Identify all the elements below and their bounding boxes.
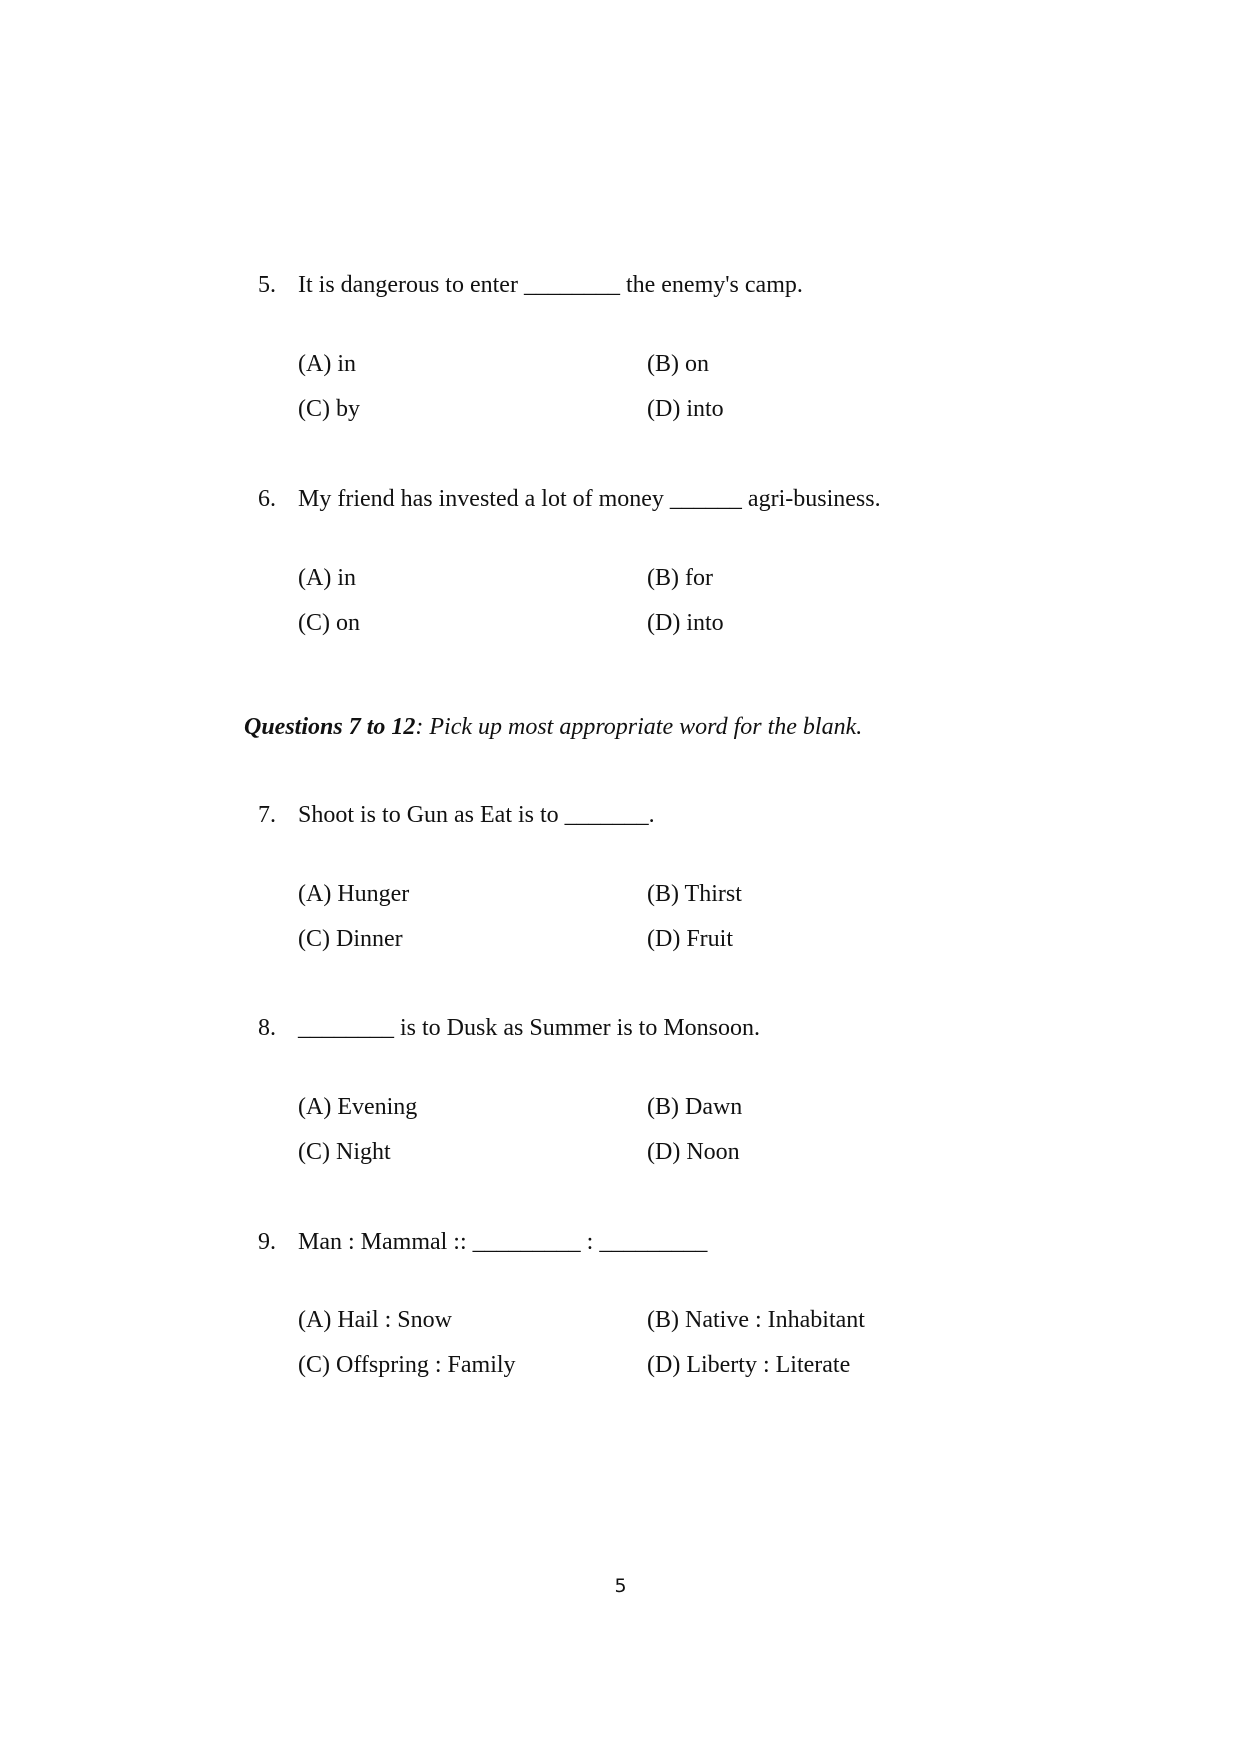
option-b: (B) Dawn	[647, 1094, 743, 1120]
option-c: (C) by	[298, 396, 360, 422]
question-number: 7.	[258, 802, 276, 828]
option-c: (C) Night	[298, 1139, 391, 1165]
option-c: (C) Offspring : Family	[298, 1352, 516, 1378]
option-a: (A) in	[298, 351, 356, 377]
option-d: (D) Liberty : Literate	[647, 1352, 851, 1378]
option-d: (D) into	[647, 610, 724, 636]
option-b: (B) for	[647, 565, 713, 591]
question-text: Man : Mammal :: _________ : _________	[298, 1229, 708, 1255]
question-text: My friend has invested a lot of money ______ agri-business.	[298, 486, 881, 512]
option-c: (C) on	[298, 610, 360, 636]
option-a: (A) Hail : Snow	[298, 1307, 452, 1333]
section-instruction	[244, 713, 862, 741]
question-number: 9.	[258, 1229, 276, 1255]
question-text: ________ is to Dusk as Summer is to Monsoon.	[298, 1015, 761, 1041]
option-a: (A) in	[298, 565, 356, 591]
option-d: (D) Noon	[647, 1139, 740, 1165]
question-number: 6.	[258, 486, 276, 512]
option-a: (A) Evening	[298, 1094, 418, 1120]
option-b: (B) Native : Inhabitant	[647, 1307, 865, 1333]
page-number: 5	[614, 1575, 627, 1597]
question-text: Shoot is to Gun as Eat is to _______.	[298, 802, 655, 828]
option-d: (D) Fruit	[647, 926, 733, 952]
question-number: 8.	[258, 1015, 276, 1041]
option-b: (B) Thirst	[647, 881, 742, 907]
question-text: It is dangerous to enter ________ the enemy's camp.	[298, 272, 803, 298]
instruction-text: : Pick up most appropriate word for the blank.	[415, 714, 863, 740]
instruction-label: Questions 7 to 12	[244, 714, 416, 740]
question-number: 5.	[258, 272, 276, 298]
option-d: (D) into	[647, 396, 724, 422]
option-b: (B) on	[647, 351, 709, 377]
option-a: (A) Hunger	[298, 881, 410, 907]
option-c: (C) Dinner	[298, 926, 403, 952]
